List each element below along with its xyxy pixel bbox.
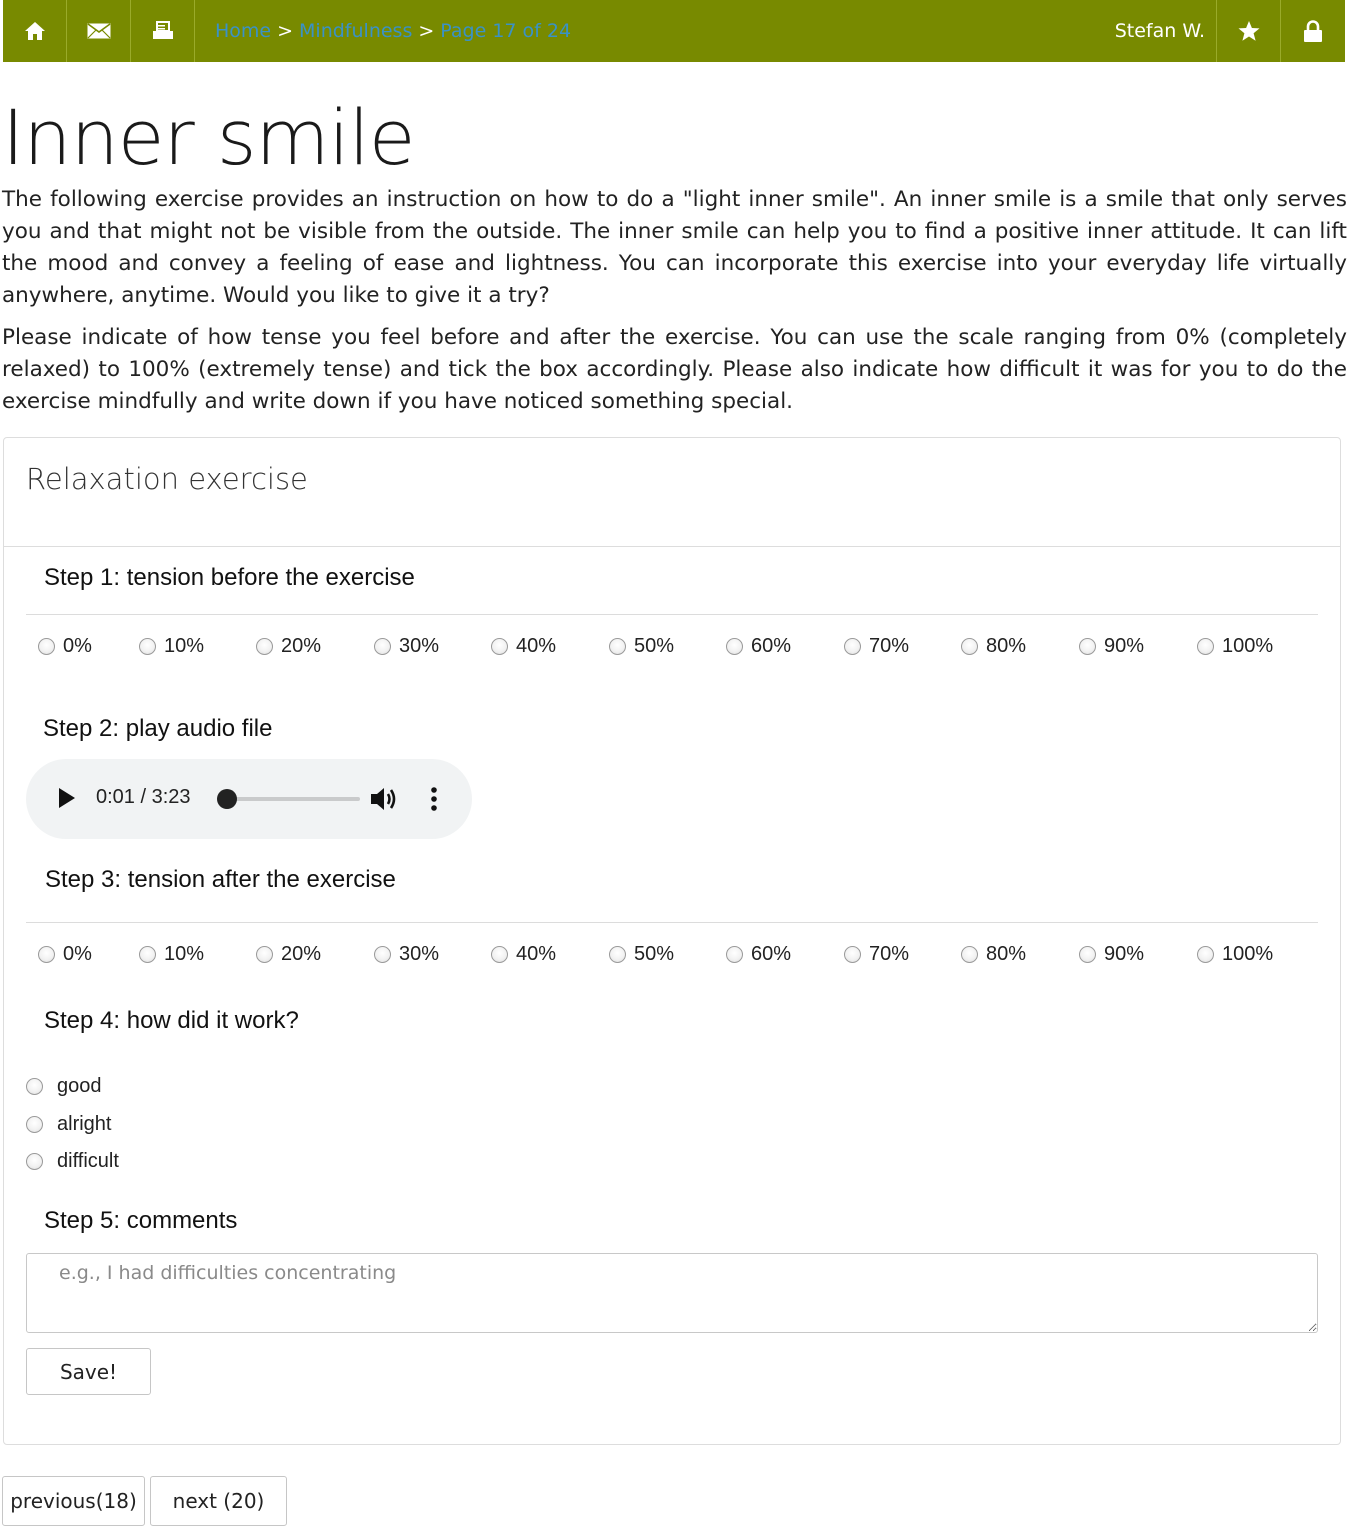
option-label: 10% <box>164 943 205 965</box>
radio-button[interactable] <box>1197 946 1214 963</box>
tension-after-option[interactable] <box>1197 943 1273 966</box>
step1-title: Step 1: tension before the exercise <box>44 564 415 591</box>
radio-button[interactable] <box>26 1078 43 1095</box>
difficulty-option-difficult[interactable] <box>26 1150 119 1173</box>
radio-button[interactable] <box>491 946 508 963</box>
lock-icon <box>1303 20 1323 42</box>
tension-after-option[interactable] <box>374 943 439 966</box>
option-label: 20% <box>281 635 322 657</box>
option-label: 0% <box>63 635 92 657</box>
tension-after-option[interactable] <box>726 943 791 966</box>
radio-button[interactable] <box>609 946 626 963</box>
audio-seek-thumb[interactable] <box>217 789 237 809</box>
tension-before-option[interactable] <box>374 635 439 658</box>
radio-button[interactable] <box>256 946 273 963</box>
option-label: 40% <box>516 635 557 657</box>
radio-button[interactable] <box>139 638 156 655</box>
radio-button[interactable] <box>726 946 743 963</box>
option-label: 20% <box>281 943 322 965</box>
option-label: 90% <box>1104 635 1145 657</box>
option-label: 40% <box>516 943 557 965</box>
radio-button[interactable] <box>38 946 55 963</box>
option-label: 30% <box>399 635 440 657</box>
breadcrumb-page-indicator[interactable]: Page 17 of 24 <box>440 20 572 42</box>
volume-icon[interactable] <box>369 785 399 817</box>
previous-button[interactable]: previous(18) <box>2 1476 145 1526</box>
print-icon <box>152 21 174 41</box>
step4-title: Step 4: how did it work? <box>44 1007 299 1034</box>
play-icon[interactable] <box>56 787 76 813</box>
option-label: 30% <box>399 943 440 965</box>
tension-after-option[interactable] <box>961 943 1026 966</box>
radio-button[interactable] <box>726 638 743 655</box>
radio-button[interactable] <box>1079 638 1096 655</box>
radio-button[interactable] <box>1079 946 1096 963</box>
tension-after-option[interactable] <box>256 943 321 966</box>
radio-button[interactable] <box>38 638 55 655</box>
radio-button[interactable] <box>26 1153 43 1170</box>
option-label: 60% <box>751 943 792 965</box>
radio-button[interactable] <box>961 946 978 963</box>
breadcrumb-separator: > <box>277 20 294 42</box>
option-label: 60% <box>751 635 792 657</box>
panel-heading <box>4 438 1340 547</box>
option-label: 70% <box>869 943 910 965</box>
instruction-paragraph: Please indicate of how tense you feel before and after the exercise. You can use the scale ranging from 0% (completely relaxed) to 100% (extremely tense) and tick the box accordingly. Please also indicate how difficult it was for you to do the exercise mindfully and write down if you have noticed something special. <box>2 325 1347 414</box>
tension-before-option[interactable] <box>961 635 1026 658</box>
home-icon <box>24 21 46 41</box>
mail-icon <box>87 23 111 39</box>
radio-button[interactable] <box>609 638 626 655</box>
tension-before-option[interactable] <box>1197 635 1273 658</box>
user-name[interactable]: Stefan W. <box>1114 20 1205 42</box>
tension-before-option[interactable] <box>726 635 791 658</box>
print-button[interactable] <box>131 0 195 62</box>
step2-title: Step 2: play audio file <box>43 715 273 742</box>
breadcrumb-separator: > <box>418 20 435 42</box>
step3-title: Step 3: tension after the exercise <box>45 866 396 893</box>
next-button[interactable]: next (20) <box>150 1476 287 1526</box>
audio-player <box>26 759 472 839</box>
option-label: 100% <box>1222 943 1274 965</box>
audio-seek-bar[interactable] <box>226 797 360 801</box>
option-label: 10% <box>164 635 205 657</box>
tension-before-option[interactable] <box>609 635 674 658</box>
radio-button[interactable] <box>139 946 156 963</box>
radio-button[interactable] <box>374 638 391 655</box>
difficulty-option-alright[interactable] <box>26 1113 111 1136</box>
mail-button[interactable] <box>67 0 131 62</box>
home-button[interactable] <box>3 0 67 62</box>
breadcrumb <box>215 0 571 62</box>
radio-button[interactable] <box>1197 638 1214 655</box>
tension-before-scale <box>4 635 1340 667</box>
intro-paragraph: The following exercise provides an instruction on how to do a "light inner smile". An inner smile is a smile that only serves you and that might not be visible from the outside. The inner smile can help you to find a positive inner attitude. It can lift the mood and convey a feeling of ease and lightness. You can incorporate this exercise into your everyday life virtually anywhere, anytime. Would you like to give it a try? <box>2 187 1347 308</box>
page-title: Inner smile <box>2 93 415 182</box>
difficulty-option-good[interactable] <box>26 1075 102 1098</box>
option-label: 0% <box>63 943 92 965</box>
option-label: 100% <box>1222 635 1274 657</box>
tension-before-option[interactable] <box>491 635 556 658</box>
radio-button[interactable] <box>256 638 273 655</box>
tension-after-option[interactable] <box>139 943 204 966</box>
radio-button[interactable] <box>374 946 391 963</box>
divider <box>26 922 1318 923</box>
tension-after-option[interactable] <box>38 943 92 966</box>
radio-button[interactable] <box>491 638 508 655</box>
tension-before-option[interactable] <box>844 635 909 658</box>
tension-after-option[interactable] <box>1079 943 1144 966</box>
radio-button[interactable] <box>26 1116 43 1133</box>
option-label: 50% <box>634 943 675 965</box>
audio-time: 0:01 / 3:23 <box>96 786 191 808</box>
panel-title: Relaxation exercise <box>26 462 308 496</box>
save-button[interactable]: Save! <box>26 1348 151 1395</box>
option-label: 90% <box>1104 943 1145 965</box>
option-label: alright <box>57 1113 112 1135</box>
tension-before-option[interactable] <box>256 635 321 658</box>
radio-button[interactable] <box>844 946 861 963</box>
tension-before-option[interactable] <box>38 635 92 658</box>
star-icon <box>1237 20 1261 42</box>
step5-title: Step 5: comments <box>44 1207 238 1234</box>
radio-button[interactable] <box>961 638 978 655</box>
divider <box>26 614 1318 615</box>
option-label: 70% <box>869 635 910 657</box>
tension-before-option[interactable] <box>1079 635 1144 658</box>
tension-after-option[interactable] <box>491 943 556 966</box>
breadcrumb-mindfulness-link[interactable]: Mindfulness <box>299 20 413 42</box>
tension-after-option[interactable] <box>609 943 674 966</box>
tension-before-option[interactable] <box>139 635 204 658</box>
breadcrumb-home-link[interactable]: Home <box>215 20 272 42</box>
tension-after-option[interactable] <box>844 943 909 966</box>
option-label: difficult <box>57 1150 119 1172</box>
radio-button[interactable] <box>844 638 861 655</box>
option-label: 80% <box>986 943 1027 965</box>
tension-after-scale <box>4 943 1340 975</box>
more-options-icon[interactable] <box>428 785 440 817</box>
comments-textarea[interactable] <box>26 1253 1318 1333</box>
favorite-button[interactable] <box>1216 0 1280 62</box>
relaxation-exercise-panel <box>3 437 1341 1445</box>
option-label: 80% <box>986 635 1027 657</box>
option-label: good <box>57 1075 102 1097</box>
option-label: 50% <box>634 635 675 657</box>
top-navigation-bar <box>3 0 1345 62</box>
logout-button[interactable] <box>1280 0 1345 62</box>
